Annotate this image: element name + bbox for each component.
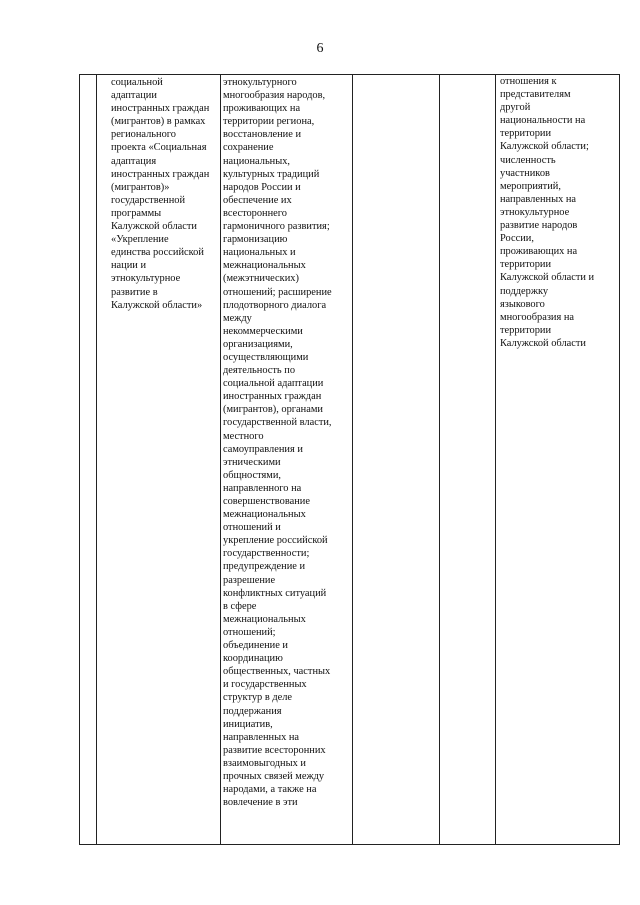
- table-row: [80, 75, 620, 845]
- table-cell-empty: [353, 75, 440, 845]
- cell-text: этнокультурного многообразия народов, проживающих на территории региона, восстановление и сохранение национальных, культурных традиций народов России и обеспечение их всестороннего гармоничного развития; гармонизацию национальных и межнациональных (межэтнических) отношений; расширение плодотворного диалога между некоммерческими организациями, осуществляющими деятельность по социальной адаптации иностранных граждан (мигрантов), органами государственной власти, местного самоуправления и этническими общностями, направленного на совершенствование межнациональных отношений и укрепление российской государственности; предупреждение и разрешение конфликтных ситуаций в сфере межнациональных отношений; объединение и координацию общественных, частных и государственных структур в деле поддержания инициатив, направленных на развитие всесторонних взаимовыгодных и прочных связей между народами, а также на вовлечение в эти: [223, 77, 332, 809]
- table-cell-number: [80, 75, 97, 845]
- table-cell-indicators: [496, 75, 620, 845]
- cell-text: [80, 75, 96, 76]
- table-cell-empty: [440, 75, 496, 845]
- cell-text: отношения к представителям другой национальности на территории Калужской области; численность участников мероприятий, направленных на этнокультурное развитие народов России, проживающих на территории Калужской области и поддержку языкового многообразия на территории Калужской области: [500, 76, 595, 349]
- table-cell-description: [221, 75, 353, 845]
- content-table: [79, 74, 620, 845]
- page-number: 6: [316, 41, 324, 56]
- cell-text: социальной адаптации иностранных граждан (мигрантов) в рамках регионального проекта «Социальная адаптация иностранных граждан (мигрантов)» государственной программы Калужской области «Укрепление единства российской нации и этнокультурное развитие в Калужской области»: [111, 77, 210, 311]
- table-cell-event-name: [97, 75, 221, 845]
